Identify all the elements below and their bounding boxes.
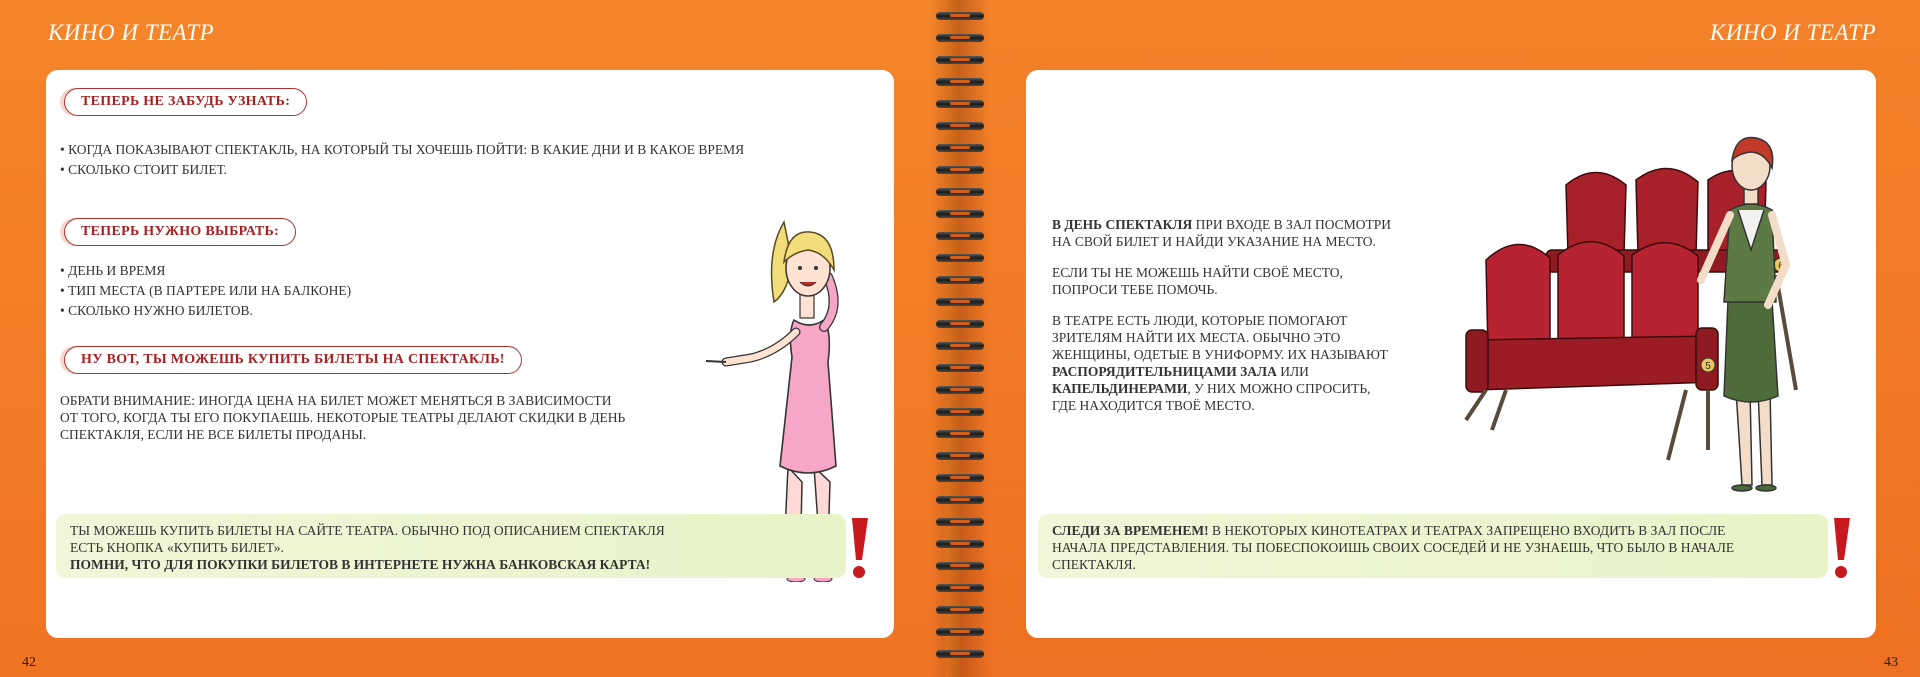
section-heading-learn: ТЕПЕРЬ НЕ ЗАБУДЬ УЗНАТЬ:: [64, 88, 307, 116]
paragraph-text: ИЛИ: [1276, 364, 1309, 379]
ushers-paragraph: [1052, 312, 1388, 414]
paragraph-line: ПОПРОСИ ТЕБЕ ПОМОЧЬ.: [1052, 282, 1218, 297]
paragraph-line: СПЕКТАКЛЯ, ЕСЛИ НЕ ВСЕ БИЛЕТЫ ПРОДАНЫ.: [60, 427, 367, 442]
emphasis-text: СЛЕДИ ЗА ВРЕМЕНЕМ!: [1052, 523, 1209, 538]
emphasis-text: РАСПОРЯДИТЕЛЬНИЦАМИ ЗАЛА: [1052, 364, 1277, 379]
paragraph-line: ЖЕНЩИНЫ, ОДЕТЫЕ В УНИФОРМУ. ИХ НАЗЫВАЮТ: [1052, 347, 1388, 362]
right-page-header: КИНО И ТЕАТР: [1709, 20, 1876, 45]
binding-coil: [936, 628, 984, 636]
binding-coil: [936, 518, 984, 526]
list-item: • ТИП МЕСТА (В ПАРТЕРЕ ИЛИ НА БАЛКОНЕ): [60, 281, 351, 301]
binding-coil: [936, 452, 984, 460]
binding-coil: [936, 166, 984, 174]
paragraph-line: ГДЕ НАХОДИТСЯ ТВОЁ МЕСТО.: [1052, 398, 1255, 413]
left-page-number: 42: [22, 655, 36, 670]
binding-coil: [936, 210, 984, 218]
binding-coil: [936, 408, 984, 416]
binding-coil: [936, 12, 984, 20]
paragraph-text: , У НИХ МОЖНО СПРОСИТЬ,: [1187, 381, 1371, 396]
seat-number-label: 5: [1705, 361, 1711, 372]
binding-coil: [936, 584, 984, 592]
section-heading-choose: ТЕПЕРЬ НУЖНО ВЫБРАТЬ:: [64, 218, 296, 246]
paragraph-line: [1052, 363, 1388, 380]
binding-coil: [936, 144, 984, 152]
binding-coil: [936, 540, 984, 548]
binding-coil: [936, 276, 984, 284]
binding-coil: [936, 650, 984, 658]
binding-coil: [936, 298, 984, 306]
spiral-binding: [936, 0, 986, 677]
section-heading-buy: НУ ВОТ, ТЫ МОЖЕШЬ КУПИТЬ БИЛЕТЫ НА СПЕКТАКЛЬ!: [64, 346, 522, 374]
left-page-header: КИНО И ТЕАТР: [48, 20, 215, 45]
right-page-number: 43: [1884, 655, 1898, 670]
theater-seats-usher-illustration: [1446, 90, 1866, 510]
binding-coil: [936, 56, 984, 64]
note-text: В НЕКОТОРЫХ КИНОТЕАТРАХ И ТЕАТРАХ ЗАПРЕЩЕНО ВХОДИТЬ В ЗАЛ ПОСЛЕ: [1208, 523, 1726, 538]
online-purchase-note: [56, 514, 846, 578]
paragraph-line: ОТ ТОГО, КОГДА ТЫ ЕГО ПОКУПАЕШЬ. НЕКОТОРЫЕ ТЕАТРЫ ДЕЛАЮТ СКИДКИ В ДЕНЬ: [60, 410, 626, 425]
note-line: ТЫ МОЖЕШЬ КУПИТЬ БИЛЕТЫ НА САЙТЕ ТЕАТРА. ОБЫЧНО ПОД ОПИСАНИЕМ СПЕКТАКЛЯ: [70, 523, 665, 538]
binding-coil: [936, 606, 984, 614]
right-content-card: [1026, 70, 1876, 638]
binding-coil: [936, 562, 984, 570]
list-item: • СКОЛЬКО СТОИТ БИЛЕТ.: [60, 160, 744, 180]
binding-coil: [936, 188, 984, 196]
arrival-paragraph: [1052, 216, 1391, 250]
paragraph-line: В ТЕАТРЕ ЕСТЬ ЛЮДИ, КОТОРЫЕ ПОМОГАЮТ: [1052, 313, 1348, 328]
binding-coil: [936, 100, 984, 108]
seat-number-label: 6: [1778, 261, 1784, 272]
choose-list: [60, 261, 351, 321]
binding-coil: [936, 122, 984, 130]
list-item: • КОГДА ПОКАЗЫВАЮТ СПЕКТАКЛЬ, НА КОТОРЫЙ ТЫ ХОЧЕШЬ ПОЙТИ: В КАКИЕ ДНИ И В КАКОЕ ВРЕМЯ: [60, 140, 744, 160]
binding-coil: [936, 254, 984, 262]
note-line: ЕСТЬ КНОПКА «КУПИТЬ БИЛЕТ».: [70, 540, 284, 555]
note-line: [1052, 522, 1814, 539]
note-line: СПЕКТАКЛЯ.: [1052, 557, 1136, 572]
paragraph-line: [1052, 216, 1391, 233]
binding-coil: [936, 320, 984, 328]
exclamation-icon: [1828, 516, 1854, 580]
paragraph-line: ОБРАТИ ВНИМАНИЕ: ИНОГДА ЦЕНА НА БИЛЕТ МОЖЕТ МЕНЯТЬСЯ В ЗАВИСИМОСТИ: [60, 393, 612, 408]
learn-list: [60, 140, 744, 180]
emphasis-text: В ДЕНЬ СПЕКТАКЛЯ: [1052, 217, 1193, 232]
binding-coil: [936, 232, 984, 240]
paragraph-line: ЗРИТЕЛЯМ НАЙТИ ИХ МЕСТА. ОБЫЧНО ЭТО: [1052, 330, 1341, 345]
binding-coil: [936, 430, 984, 438]
paragraph-line: ЕСЛИ ТЫ НЕ МОЖЕШЬ НАЙТИ СВОЁ МЕСТО,: [1052, 265, 1343, 280]
binding-coil: [936, 496, 984, 504]
note-line-emphasis: ПОМНИ, ЧТО ДЛЯ ПОКУПКИ БИЛЕТОВ В ИНТЕРНЕТЕ НУЖНА БАНКОВСКАЯ КАРТА!: [70, 557, 651, 572]
exclamation-icon: [846, 516, 872, 580]
note-line: НАЧАЛА ПРЕДСТАВЛЕНИЯ. ТЫ ПОБЕСПОКОИШЬ СВОИХ СОСЕДЕЙ И НЕ УЗНАЕШЬ, ЧТО БЫЛО В НАЧАЛЕ: [1052, 540, 1735, 555]
binding-coil: [936, 342, 984, 350]
ask-help-paragraph: [1052, 264, 1343, 298]
paragraph-text: ПРИ ВХОДЕ В ЗАЛ ПОСМОТРИ: [1192, 217, 1391, 232]
binding-coil: [936, 364, 984, 372]
binding-coil: [936, 34, 984, 42]
price-note-paragraph: [60, 392, 625, 443]
paragraph-line: [1052, 380, 1388, 397]
binding-coil: [936, 386, 984, 394]
binding-coil: [936, 78, 984, 86]
left-content-card: [46, 70, 894, 638]
binding-coil: [936, 474, 984, 482]
timing-warning-note: [1038, 514, 1828, 578]
emphasis-text: КАПЕЛЬДИНЕРАМИ: [1052, 381, 1188, 396]
list-item: • ДЕНЬ И ВРЕМЯ: [60, 261, 351, 281]
list-item: • СКОЛЬКО НУЖНО БИЛЕТОВ.: [60, 301, 351, 321]
paragraph-line: НА СВОЙ БИЛЕТ И НАЙДИ УКАЗАНИЕ НА МЕСТО.: [1052, 234, 1376, 249]
